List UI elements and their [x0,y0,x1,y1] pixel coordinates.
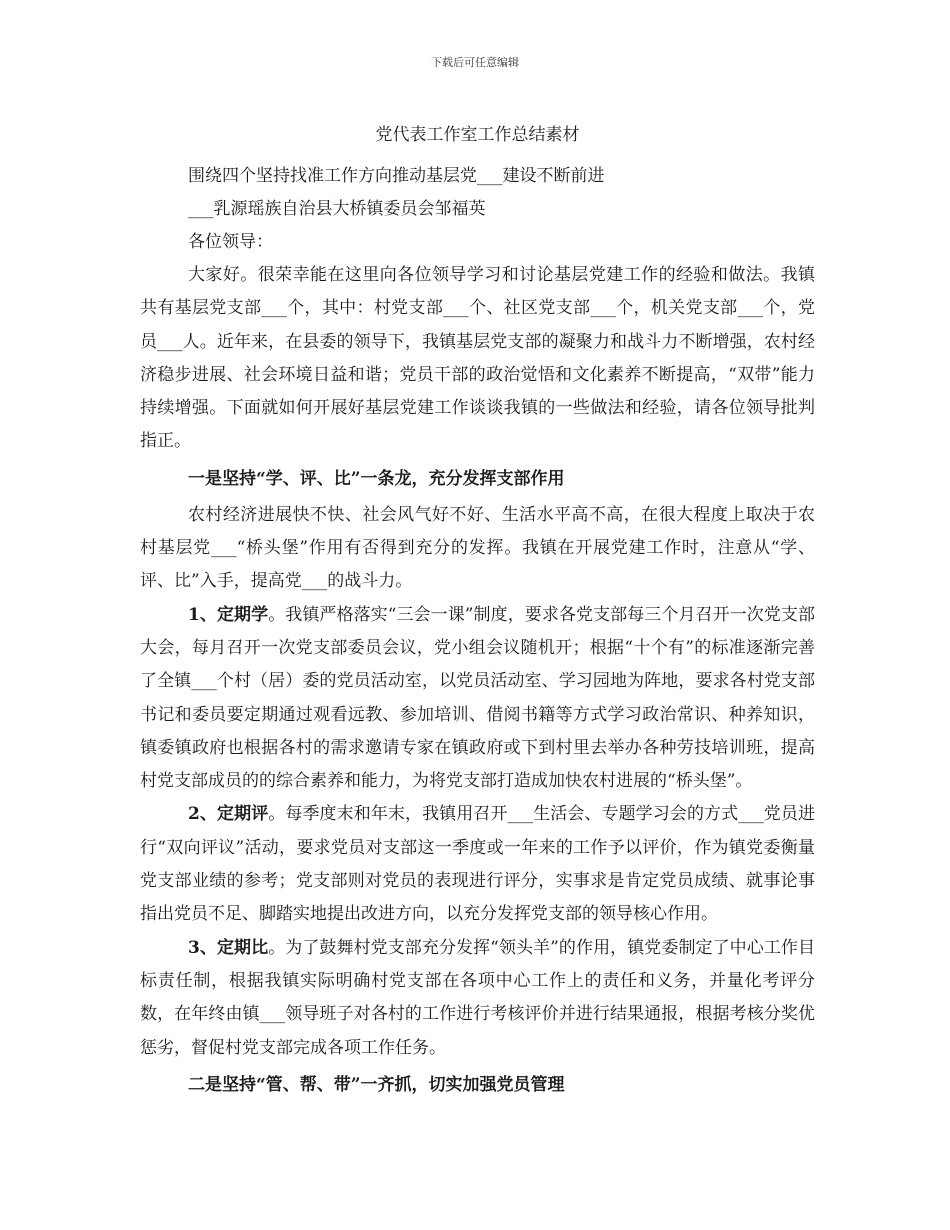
item-3-lead: 3、定期比 [188,937,269,958]
section-1-paragraph: 农村经济进展快不快、社会风气好不好、生活水平高不高，在很大程度上取决于农村基层党___“桥头堡”作用有否得到充分的发挥。我镇在开展党建工作时，注意从“学、评、比”入手，提高党___的战斗力。 [140,504,815,592]
item-1-lead: 1、定期学 [188,604,269,625]
document-title: 党代表工作室工作总结素材 [375,125,580,145]
author-line: ___乳源瑶族自治县大桥镇委员会邹福英 [188,199,486,219]
document-subtitle: 围绕四个坚持找准工作方向推动基层党___建设不断前进 [188,166,605,186]
section-2-heading: 二是坚持“管、帮、带”一齐抓，切实加强党员管理 [188,1074,565,1095]
item-1-body: 。我镇严格落实“三会一课”制度，要求各党支部每三个月召开一次党支部大会，每月召开一次党支部委员会议，党小组会议随机开；根据“十个有”的标准逐渐完善了全镇___个村（居）委的党员活动室，以党员活动室、学习园地为阵地，要求各村党支部书记和委员要定期通过观看远教、参加培训、借阅书籍等方式学习政治常识、种养知识，镇委镇政府也根据各村的需求邀请专家在镇政府或下到村里去举办各种劳技培训班，提高村党支部成员的的综合素养和能力，为将党支部打造成加快农村进展的“桥头堡”。 [140,604,815,792]
salutation: 各位领导： [188,232,273,252]
item-2-lead: 2、定期评 [188,804,269,825]
document-body [140,118,815,1105]
item-2-paragraph [140,798,815,931]
item-1-paragraph [140,599,815,799]
item-3-paragraph [140,932,815,1065]
item-3-body: 。为了鼓舞村党支部充分发挥“领头羊”的作用，镇党委制定了中心工作目标责任制，根据我镇实际明确村党支部在各项中心工作上的责任和义务，并量化考评分数，在年终由镇___领导班子对各村的工作进行考核评价并进行结果通报，根据考核分奖优惩劣，督促村党支部完成各项工作任务。 [140,937,815,1058]
intro-paragraph: 大家好。很荣幸能在这里向各位领导学习和讨论基层党建工作的经验和做法。我镇共有基层党支部___个，其中：村党支部___个、社区党支部___个，机关党支部___个，党员___人。近年来，在县委的领导下，我镇基层党支部的凝聚力和战斗力不断增强，农村经济稳步进展、社会环境日益和谐；党员干部的政治觉悟和文化素养不断提高，“双带”能力持续增强。下面就如何开展好基层党建工作谈谈我镇的一些做法和经验，请各位领导批判指正。 [140,265,815,452]
header-note: 下载后可任意编辑 [431,56,519,69]
item-2-body: 。每季度末和年末，我镇用召开___生活会、专题学习会的方式___党员进行“双向评议”活动，要求党员对支部这一季度或一年来的工作予以评价，作为镇党委衡量党支部业绩的参考；党支部则对党员的表现进行评分，实事求是肯定党员成绩、就事论事指出党员不足、脚踏实地提出改进方向，以充分发挥党支部的领导核心作用。 [140,804,815,925]
section-1-heading: 一是坚持“学、评、比”一条龙，充分发挥支部作用 [188,468,565,489]
